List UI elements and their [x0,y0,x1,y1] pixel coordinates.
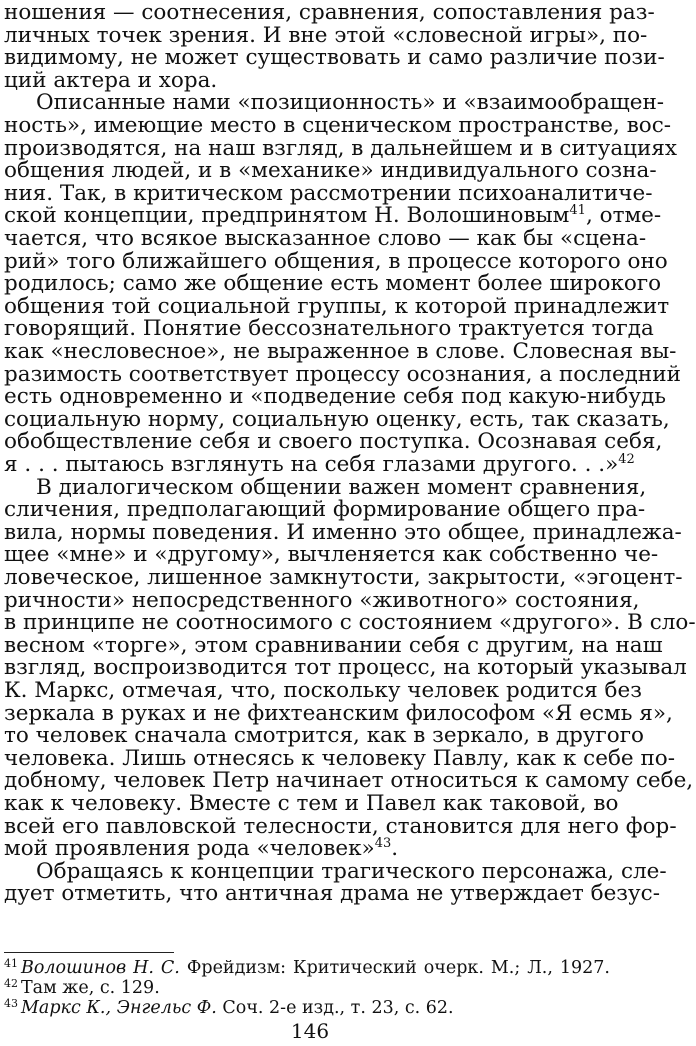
text-line: ричности» непосредственного «животного» состояния, [4,587,640,613]
text-segment: ской концепции, предпринятом Н. Волошиновым [4,203,570,229]
text-line: К. Маркс, отмечая, что, поскольку человек родится без [4,678,642,703]
text-line: как к человеку. Вместе с тем и Павел как таковой, во [4,791,619,816]
text-line: ций актера и хора. [4,67,218,93]
text-line: зеркала в руках и не фихтеанским философом «Я есмь я», [4,700,673,726]
paragraph-start-line: В диалогическом общении важен момент сравнения, [36,474,647,500]
text-line: производятся, на наш взгляд, в дальнейшем и в ситуациях [4,135,677,161]
text-line: ния. Так, в критическом рассмотрении психоаналитиче- [4,180,653,206]
text-line: общения той социальной группы, к которой принадлежит [4,293,670,319]
footnote-ref-42[interactable]: 42 [618,452,635,467]
footnote-text: Там же, с. 129. [21,978,160,998]
text-line: личных точек зрения. И вне этой «словесной игры», по- [4,22,648,48]
text-line: весном «торге», этом сравнивании себя с другим, на наш [4,632,663,658]
text-line: чается, что всякое высказанное слово — как бы «сцена- [4,226,647,251]
footnote-number: 41 [4,957,18,970]
text-line: рий» того ближайшего общения, в процессе которого оно [4,248,668,274]
text-segment: , отме- [585,203,662,229]
paragraph-start-line: Обращаясь к концепции трагического персонажа, сле- [36,858,667,884]
text-line: сличения, предполагающий формирование общего пра- [4,497,646,523]
footnote-separator [4,952,174,953]
text-segment: мой проявления рода «человек» [4,836,375,862]
text-line: общения людей, и в «механике» индивидуального созна- [4,158,657,184]
text-line: социальную норму, социальную оценку, есть, так сказать, [4,406,670,432]
footnote-text: Фрейдизм: Критический очерк. М.; Л., 1927. [179,958,610,978]
text-segment: . [391,836,399,862]
text-line: человека. Лишь отнесясь к человеку Павлу, как к себе по- [4,745,675,771]
text-line: то человек сначала смотрится, как в зеркало, в другого [4,723,644,749]
text-line: взгляд, воспроизводится тот процесс, на который указывал [4,655,687,681]
footnote-author: Маркс К., Энгельс Ф. [21,998,217,1018]
text-line: вила, нормы поведения. И именно это общее, принадлежа- [4,519,682,545]
text-line: родилось; само же общение есть момент более широкого [4,271,662,297]
text-line: ловеческое, лишенное замкнутости, закрытости, «эгоцент- [4,565,683,590]
text-line: всей его павловской телесности, становится для него фор- [4,813,677,839]
footnote-ref-43[interactable]: 43 [374,836,392,852]
text-line: как «несловесное», не выраженное в слове. Словесная вы- [4,339,677,364]
footnote [4,996,610,1020]
text-line: говорящий. Понятие бессознательного трактуется тогда [4,316,654,342]
text-line: разимость соответствует процессу осознания, а последний [4,361,681,387]
text-line: ношения — соотнесения, сравнения, сопоставления раз- [4,0,655,25]
footnote-number: 42 [4,977,18,990]
footnote-author: Волошинов Н. С. [21,958,180,978]
paragraph-start-line: Описанные нами «позиционность» и «взаимообращен- [36,90,665,116]
text-line: в принципе не соотносимого с состоянием «другого». В сло- [4,610,696,636]
footnote-ref-41[interactable]: 41 [569,203,586,219]
page-number: 146 [290,1019,330,1043]
footnote-number: 43 [4,997,18,1010]
text-segment: я . . . пытаюсь взглянуть на себя глазами другого. . .» [4,452,619,477]
text-line: щее «мне» и «другому», вычленяется как собственно че- [4,542,659,568]
footnote-text: Соч. 2-е изд., т. 23, с. 62. [216,998,454,1018]
text-line: видимому, не может существовать и само различие пози- [4,45,665,71]
text-line: ность», имеющие место в сценическом пространстве, вос- [4,113,672,138]
text-line: есть одновременно и «подведение себя под какую-нибудь [4,384,666,410]
text-line: обобществление себя и своего поступка. Осознавая себя, [4,429,663,455]
text-line: дует отметить, что античная драма не утверждает безус- [4,881,660,907]
text-line: добному, человек Петр начинает относиться к самому себе, [4,768,694,794]
